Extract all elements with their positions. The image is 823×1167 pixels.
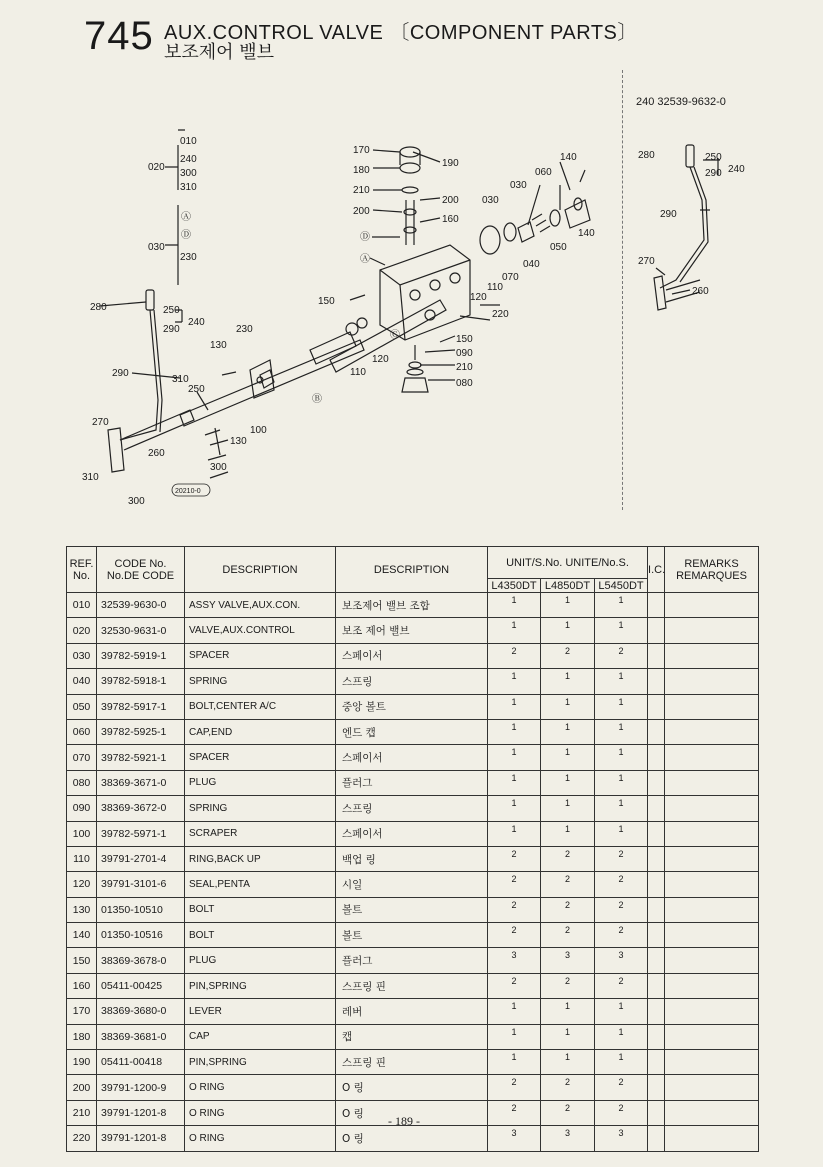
- callout-label: 190: [442, 158, 459, 169]
- exploded-parts-diagram: [60, 110, 820, 520]
- table-row: [67, 618, 759, 643]
- quantity-cell: 1: [488, 745, 541, 770]
- callout-label: 250: [163, 305, 180, 316]
- quantity-cell: 1: [541, 719, 595, 744]
- ic-cell: [648, 745, 665, 770]
- ref-cell: 050: [67, 694, 97, 719]
- ic-cell: [648, 593, 665, 618]
- description-cell: BOLT,CENTER A/C: [185, 694, 336, 719]
- page-footer-number: - 189 -: [388, 1114, 420, 1128]
- description-cell: O RING: [185, 1126, 336, 1151]
- description-cell: CAP: [185, 1024, 336, 1049]
- ic-cell: [648, 796, 665, 821]
- ic-cell: [648, 948, 665, 973]
- description-cell: ASSY VALVE,AUX.CON.: [185, 593, 336, 618]
- korean-description-cell: 플러그: [336, 948, 488, 973]
- code-cell: 39791-2701-4: [97, 846, 185, 871]
- korean-description-cell: 스페이서: [336, 745, 488, 770]
- remarks-cell: [665, 973, 759, 998]
- ref-cell: 170: [67, 999, 97, 1024]
- description-cell: VALVE,AUX.CONTROL: [185, 618, 336, 643]
- ref-cell: 070: [67, 745, 97, 770]
- korean-description-cell: O 링: [336, 1100, 488, 1125]
- table-row: [67, 1050, 759, 1075]
- remarks-cell: [665, 999, 759, 1024]
- quantity-cell: 1: [488, 821, 541, 846]
- ref-cell: 210: [67, 1100, 97, 1125]
- callout-label: 200: [442, 195, 459, 206]
- remarks-cell: [665, 923, 759, 948]
- callout-label: 200: [353, 206, 370, 217]
- quantity-cell: 1: [541, 669, 595, 694]
- callout-label: 150: [318, 296, 335, 307]
- quantity-cell: 1: [488, 618, 541, 643]
- quantity-cell: 2: [541, 872, 595, 897]
- remarks-cell: [665, 745, 759, 770]
- callout-label: Ⓒ: [390, 330, 400, 341]
- description-cell: SPRING: [185, 796, 336, 821]
- code-cell: 05411-00418: [97, 1050, 185, 1075]
- table-row: [67, 694, 759, 719]
- callout-label: 120: [470, 292, 487, 303]
- quantity-cell: 1: [488, 719, 541, 744]
- korean-description-cell: 볼트: [336, 897, 488, 922]
- table-row: [67, 1075, 759, 1100]
- header-model: L4350DT: [488, 579, 541, 593]
- remarks-cell: [665, 1100, 759, 1125]
- ic-cell: [648, 694, 665, 719]
- code-cell: 38369-3678-0: [97, 948, 185, 973]
- remarks-cell: [665, 948, 759, 973]
- callout-label: 230: [180, 252, 197, 263]
- quantity-cell: 2: [541, 643, 595, 668]
- callout-label: 220: [492, 309, 509, 320]
- quantity-cell: 1: [541, 618, 595, 643]
- table-row: [67, 973, 759, 998]
- table-row: [67, 643, 759, 668]
- callout-label: 250: [188, 384, 205, 395]
- callout-label: 150: [456, 334, 473, 345]
- quantity-cell: 2: [488, 897, 541, 922]
- description-cell: PLUG: [185, 948, 336, 973]
- remarks-cell: [665, 593, 759, 618]
- korean-description-cell: 플러그: [336, 770, 488, 795]
- description-cell: PIN,SPRING: [185, 1050, 336, 1075]
- callout-label: 180: [353, 165, 370, 176]
- quantity-cell: 1: [541, 745, 595, 770]
- description-cell: SEAL,PENTA: [185, 872, 336, 897]
- quantity-cell: 2: [488, 1075, 541, 1100]
- quantity-cell: 2: [595, 643, 648, 668]
- quantity-cell: 2: [541, 1100, 595, 1125]
- remarks-cell: [665, 872, 759, 897]
- ic-cell: [648, 973, 665, 998]
- quantity-cell: 1: [488, 694, 541, 719]
- code-cell: 39782-5918-1: [97, 669, 185, 694]
- korean-description-cell: 볼트: [336, 923, 488, 948]
- quantity-cell: 1: [595, 618, 648, 643]
- header-model: L5450DT: [595, 579, 648, 593]
- callout-label: Ⓑ: [312, 394, 322, 405]
- quantity-cell: 2: [595, 923, 648, 948]
- quantity-cell: 2: [541, 846, 595, 871]
- remarks-cell: [665, 770, 759, 795]
- code-cell: 38369-3681-0: [97, 1024, 185, 1049]
- ref-cell: 080: [67, 770, 97, 795]
- remarks-cell: [665, 821, 759, 846]
- callout-label: 310: [82, 472, 99, 483]
- korean-description-cell: 보조 제어 밸브: [336, 618, 488, 643]
- korean-description-cell: O 링: [336, 1126, 488, 1151]
- callout-label: 260: [692, 286, 709, 297]
- table-row: [67, 846, 759, 871]
- callout-label: 060: [535, 167, 552, 178]
- ref-cell: 140: [67, 923, 97, 948]
- ic-cell: [648, 669, 665, 694]
- ic-cell: [648, 872, 665, 897]
- quantity-cell: 1: [541, 593, 595, 618]
- korean-description-cell: 스페이서: [336, 821, 488, 846]
- quantity-cell: 1: [595, 1024, 648, 1049]
- korean-description-cell: 스프링: [336, 796, 488, 821]
- ref-cell: 110: [67, 846, 97, 871]
- ic-cell: [648, 999, 665, 1024]
- remarks-cell: [665, 1126, 759, 1151]
- subassembly-reference: 240 32539-9632-0: [636, 96, 726, 108]
- ic-cell: [648, 618, 665, 643]
- ic-cell: [648, 719, 665, 744]
- callout-label: 210: [353, 185, 370, 196]
- quantity-cell: 1: [488, 999, 541, 1024]
- callout-label: 140: [560, 152, 577, 163]
- quantity-cell: 3: [488, 1126, 541, 1151]
- callout-label: 110: [487, 282, 503, 293]
- korean-description-cell: 스프링 핀: [336, 1050, 488, 1075]
- quantity-cell: 1: [541, 1024, 595, 1049]
- callout-label: 260: [148, 448, 165, 459]
- description-cell: SCRAPER: [185, 821, 336, 846]
- callout-label: 140: [578, 228, 595, 239]
- code-cell: 39791-1201-8: [97, 1126, 185, 1151]
- code-cell: 32530-9631-0: [97, 618, 185, 643]
- code-cell: 38369-3672-0: [97, 796, 185, 821]
- quantity-cell: 1: [595, 593, 648, 618]
- quantity-cell: 1: [488, 669, 541, 694]
- header-description-ko: DESCRIPTION: [336, 547, 488, 593]
- callout-label: 210: [456, 362, 473, 373]
- code-cell: 32539-9630-0: [97, 593, 185, 618]
- korean-description-cell: 캡: [336, 1024, 488, 1049]
- callout-label: 110: [350, 367, 366, 378]
- quantity-cell: 1: [595, 745, 648, 770]
- quantity-cell: 1: [595, 796, 648, 821]
- callout-label: 050: [550, 242, 567, 253]
- remarks-cell: [665, 643, 759, 668]
- description-cell: PLUG: [185, 770, 336, 795]
- page-title-korean: 보조제어 밸브: [164, 42, 275, 63]
- callout-label: 040: [523, 259, 540, 270]
- remarks-cell: [665, 669, 759, 694]
- callout-label: 240: [180, 154, 197, 165]
- callout-label: 310: [172, 374, 189, 385]
- code-cell: 39782-5921-1: [97, 745, 185, 770]
- callout-label: 280: [90, 302, 107, 313]
- ref-cell: 200: [67, 1075, 97, 1100]
- quantity-cell: 3: [541, 948, 595, 973]
- description-cell: SPACER: [185, 643, 336, 668]
- ref-cell: 030: [67, 643, 97, 668]
- table-row: [67, 1126, 759, 1151]
- description-cell: O RING: [185, 1075, 336, 1100]
- description-cell: O RING: [185, 1100, 336, 1125]
- quantity-cell: 2: [595, 1100, 648, 1125]
- page-title-english: AUX.CONTROL VALVE 〔COMPONENT PARTS〕: [164, 22, 638, 44]
- ic-cell: [648, 643, 665, 668]
- remarks-cell: [665, 618, 759, 643]
- callout-label: 290: [163, 324, 180, 335]
- table-row: [67, 719, 759, 744]
- quantity-cell: 1: [595, 719, 648, 744]
- code-cell: 39782-5971-1: [97, 821, 185, 846]
- table-row: [67, 923, 759, 948]
- quantity-cell: 2: [488, 846, 541, 871]
- callout-label: 300: [210, 462, 227, 473]
- quantity-cell: 1: [595, 669, 648, 694]
- ref-cell: 090: [67, 796, 97, 821]
- callout-label: 080: [456, 378, 473, 389]
- korean-description-cell: 레버: [336, 999, 488, 1024]
- header-ref-no: REF. No.: [67, 547, 97, 593]
- remarks-cell: [665, 897, 759, 922]
- korean-description-cell: 중앙 볼트: [336, 694, 488, 719]
- quantity-cell: 1: [541, 999, 595, 1024]
- quantity-cell: 3: [595, 948, 648, 973]
- table-row: [67, 1024, 759, 1049]
- quantity-cell: 2: [595, 846, 648, 871]
- code-cell: 38369-3671-0: [97, 770, 185, 795]
- ic-cell: [648, 821, 665, 846]
- table-row: [67, 796, 759, 821]
- quantity-cell: 1: [488, 1050, 541, 1075]
- quantity-cell: 1: [595, 694, 648, 719]
- callout-label: 130: [210, 340, 227, 351]
- ic-cell: [648, 1050, 665, 1075]
- description-cell: RING,BACK UP: [185, 846, 336, 871]
- ref-cell: 100: [67, 821, 97, 846]
- callout-label: 290: [660, 209, 677, 220]
- description-cell: PIN,SPRING: [185, 973, 336, 998]
- table-row: [67, 770, 759, 795]
- callout-label: 120: [372, 354, 389, 365]
- callout-label: 160: [442, 214, 459, 225]
- callout-label: 100: [250, 425, 267, 436]
- description-cell: SPRING: [185, 669, 336, 694]
- quantity-cell: 3: [541, 1126, 595, 1151]
- callout-label: 010: [180, 136, 197, 147]
- quantity-cell: 2: [595, 1075, 648, 1100]
- callout-label: 290: [112, 368, 129, 379]
- quantity-cell: 1: [595, 999, 648, 1024]
- callout-label: 300: [128, 496, 145, 507]
- code-cell: 01350-10516: [97, 923, 185, 948]
- quantity-cell: 2: [488, 872, 541, 897]
- quantity-cell: 1: [541, 1050, 595, 1075]
- ic-cell: [648, 897, 665, 922]
- quantity-cell: 1: [541, 694, 595, 719]
- figure-code: 20210-0: [175, 488, 201, 495]
- quantity-cell: 1: [488, 796, 541, 821]
- quantity-cell: 1: [541, 821, 595, 846]
- korean-description-cell: 스프링 핀: [336, 973, 488, 998]
- quantity-cell: 2: [595, 973, 648, 998]
- table-row: [67, 669, 759, 694]
- callout-label: 090: [456, 348, 473, 359]
- ref-cell: 150: [67, 948, 97, 973]
- remarks-cell: [665, 694, 759, 719]
- quantity-cell: 2: [595, 897, 648, 922]
- callout-label: 230: [236, 324, 253, 335]
- quantity-cell: 1: [488, 770, 541, 795]
- quantity-cell: 2: [541, 923, 595, 948]
- code-cell: 39782-5919-1: [97, 643, 185, 668]
- ref-cell: 160: [67, 973, 97, 998]
- quantity-cell: 2: [488, 643, 541, 668]
- ref-cell: 180: [67, 1024, 97, 1049]
- description-cell: BOLT: [185, 897, 336, 922]
- quantity-cell: 2: [541, 897, 595, 922]
- quantity-cell: 1: [541, 796, 595, 821]
- header-remarks: REMARKS REMARQUES: [665, 547, 759, 593]
- remarks-cell: [665, 796, 759, 821]
- ref-cell: 060: [67, 719, 97, 744]
- korean-description-cell: O 링: [336, 1075, 488, 1100]
- description-cell: BOLT: [185, 923, 336, 948]
- callout-label: 030: [482, 195, 499, 206]
- header-code-no: CODE No. No.DE CODE: [97, 547, 185, 593]
- callout-label: Ⓓ: [360, 232, 370, 243]
- table-row: [67, 821, 759, 846]
- parts-table: [66, 546, 759, 1152]
- korean-description-cell: 스페이서: [336, 643, 488, 668]
- ic-cell: [648, 846, 665, 871]
- callout-label: 170: [353, 145, 370, 156]
- quantity-cell: 1: [595, 770, 648, 795]
- header-ic: I.C.: [648, 547, 665, 593]
- remarks-cell: [665, 1050, 759, 1075]
- ref-cell: 020: [67, 618, 97, 643]
- table-row: [67, 999, 759, 1024]
- callout-label: 290: [705, 168, 722, 179]
- header-unit: UNIT/S.No. UNITE/No.S.: [488, 547, 648, 579]
- ic-cell: [648, 1024, 665, 1049]
- callout-label: 030: [510, 180, 527, 191]
- quantity-cell: 2: [488, 923, 541, 948]
- korean-description-cell: 엔드 캡: [336, 719, 488, 744]
- table-row: [67, 872, 759, 897]
- table-row: [67, 948, 759, 973]
- callout-label: 030: [148, 242, 165, 253]
- ic-cell: [648, 1126, 665, 1151]
- callout-label: 240: [728, 164, 745, 175]
- callout-label: 270: [638, 256, 655, 267]
- korean-description-cell: 시일: [336, 872, 488, 897]
- quantity-cell: 2: [488, 973, 541, 998]
- ref-cell: 220: [67, 1126, 97, 1151]
- remarks-cell: [665, 1075, 759, 1100]
- quantity-cell: 1: [488, 593, 541, 618]
- ref-cell: 190: [67, 1050, 97, 1075]
- callout-label: Ⓓ: [181, 230, 191, 241]
- quantity-cell: 2: [595, 872, 648, 897]
- code-cell: 39791-3101-6: [97, 872, 185, 897]
- ic-cell: [648, 770, 665, 795]
- callout-label: 310: [180, 182, 197, 193]
- page-number-large: 745: [84, 14, 154, 58]
- remarks-cell: [665, 1024, 759, 1049]
- code-cell: 39791-1200-9: [97, 1075, 185, 1100]
- header-description-en: DESCRIPTION: [185, 547, 336, 593]
- callout-label: Ⓐ: [181, 212, 191, 223]
- ref-cell: 010: [67, 593, 97, 618]
- code-cell: 39782-5925-1: [97, 719, 185, 744]
- code-cell: 39791-1201-8: [97, 1100, 185, 1125]
- callout-label: 280: [638, 150, 655, 161]
- quantity-cell: 3: [488, 948, 541, 973]
- description-cell: LEVER: [185, 999, 336, 1024]
- description-cell: SPACER: [185, 745, 336, 770]
- code-cell: 05411-00425: [97, 973, 185, 998]
- ref-cell: 040: [67, 669, 97, 694]
- korean-description-cell: 보조제어 밸브 조합: [336, 593, 488, 618]
- ref-cell: 130: [67, 897, 97, 922]
- description-cell: CAP,END: [185, 719, 336, 744]
- quantity-cell: 1: [595, 821, 648, 846]
- quantity-cell: 2: [541, 973, 595, 998]
- quantity-cell: 1: [595, 1050, 648, 1075]
- ref-cell: 120: [67, 872, 97, 897]
- callout-label: 300: [180, 168, 197, 179]
- code-cell: 39782-5917-1: [97, 694, 185, 719]
- callout-label: 240: [188, 317, 205, 328]
- table-row: [67, 593, 759, 618]
- callout-label: 270: [92, 417, 109, 428]
- quantity-cell: 1: [488, 1024, 541, 1049]
- callout-label: Ⓐ: [360, 254, 370, 265]
- ic-cell: [648, 923, 665, 948]
- code-cell: 01350-10510: [97, 897, 185, 922]
- table-row: [67, 745, 759, 770]
- remarks-cell: [665, 719, 759, 744]
- table-row: [67, 897, 759, 922]
- ic-cell: [648, 1100, 665, 1125]
- code-cell: 38369-3680-0: [97, 999, 185, 1024]
- korean-description-cell: 스프링: [336, 669, 488, 694]
- remarks-cell: [665, 846, 759, 871]
- quantity-cell: 1: [541, 770, 595, 795]
- callout-label: 020: [148, 162, 165, 173]
- header-model: L4850DT: [541, 579, 595, 593]
- quantity-cell: 2: [541, 1075, 595, 1100]
- callout-label: 070: [502, 272, 519, 283]
- ic-cell: [648, 1075, 665, 1100]
- callout-label: 130: [230, 436, 247, 447]
- quantity-cell: 3: [595, 1126, 648, 1151]
- korean-description-cell: 백업 링: [336, 846, 488, 871]
- quantity-cell: 2: [488, 1100, 541, 1125]
- callout-label: 250: [705, 152, 722, 163]
